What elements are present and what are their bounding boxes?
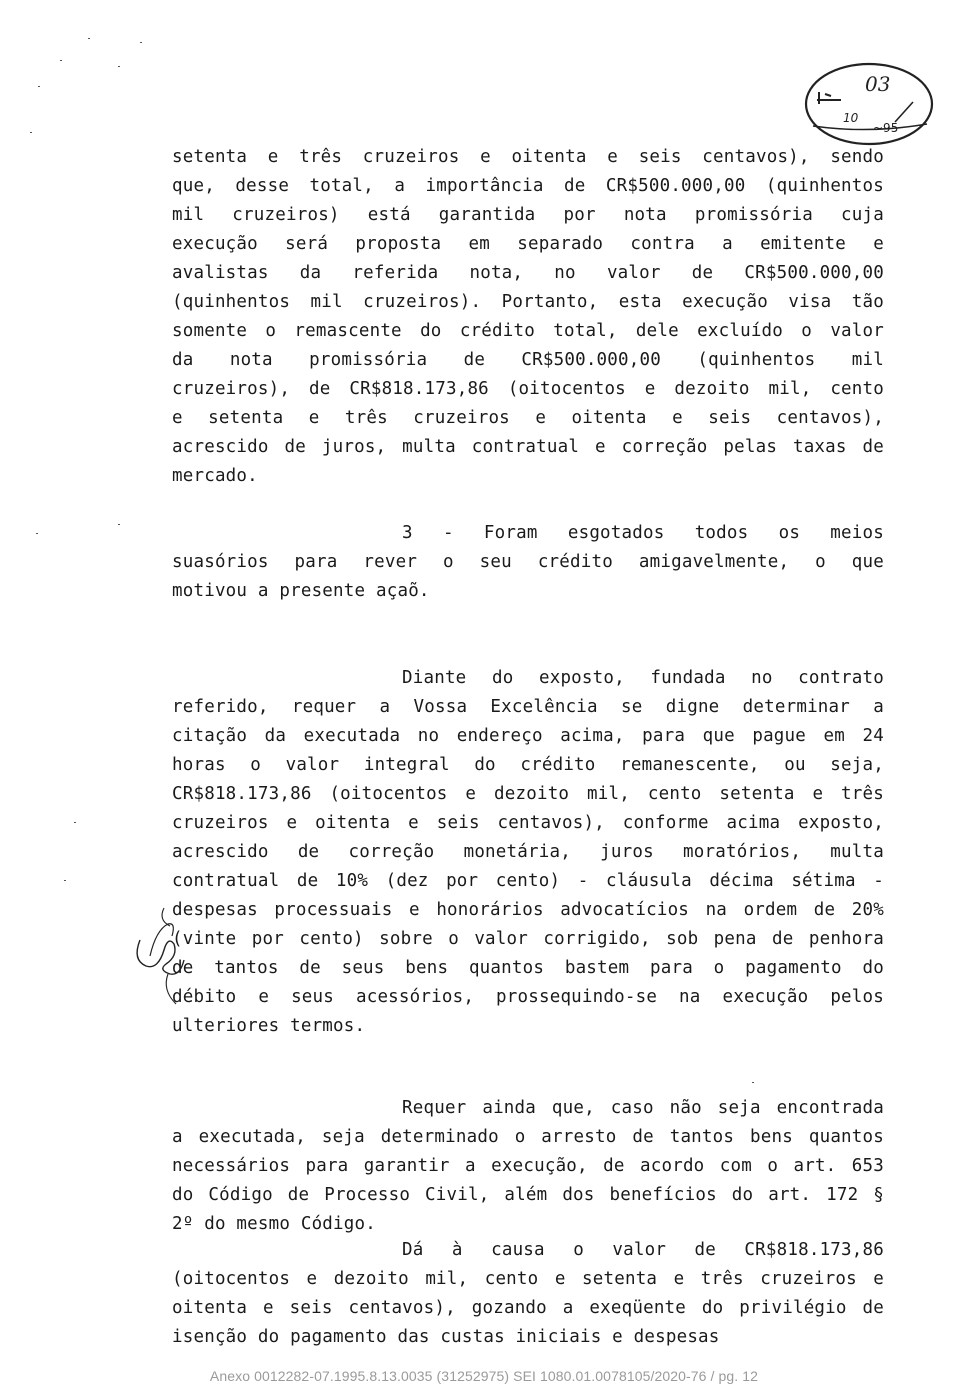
paragraph-1 xyxy=(172,143,884,491)
scan-speck xyxy=(36,533,38,534)
text-line: débito e seus acessórios, prossequindo-se na execução pelos xyxy=(172,987,884,1007)
text-line: motivou a presente açaõ. xyxy=(172,581,430,601)
text-line: Requer ainda que, caso não seja encontrada xyxy=(402,1098,884,1118)
signature-scribble-icon xyxy=(128,900,198,1010)
text-line: do Código de Processo Civil, além dos benefícios do art. 172 § xyxy=(172,1185,884,1205)
text-line: horas o valor integral do crédito remanescente, ou seja, xyxy=(172,755,884,775)
text-line: somente o remascente do crédito total, dele excluído o valor xyxy=(172,321,884,341)
text-line: que, desse total, a importância de CR$500.000,00 (quinhentos xyxy=(172,176,884,196)
text-line: ulteriores termos. xyxy=(172,1016,366,1036)
scan-speck xyxy=(30,132,32,133)
page-number-stamp xyxy=(803,60,935,148)
text-line: setenta e três cruzeiros e oitenta e seis centavos), sendo xyxy=(172,147,884,167)
text-line: suasórios para rever o seu crédito amigavelmente, o que xyxy=(172,552,884,572)
text-line: (vinte por cento) sobre o valor corrigido, sob pena de penhora xyxy=(172,929,884,949)
text-line: isenção do pagamento das custas iniciais e despesas xyxy=(172,1327,720,1347)
scan-speck xyxy=(74,822,76,823)
text-line: citação da executada no endereço acima, para que pague em 24 xyxy=(172,726,884,746)
text-line: (quinhentos mil cruzeiros). Portanto, esta execução visa tão xyxy=(172,292,884,312)
text-line: contratual de 10% (dez por cento) - cláusula décima sétima - xyxy=(172,871,884,891)
paragraph-3 xyxy=(172,664,884,1041)
paragraph-2 xyxy=(172,519,884,606)
scan-speck xyxy=(752,1082,754,1083)
page-footer: Anexo 0012282-07.1995.8.13.0035 (31252975) SEI 1080.01.0078105/2020-76 / pg. 12 xyxy=(209,1368,759,1384)
text-line: cruzeiros), de CR$818.173,86 (oitocentos e dezoito mil, cento xyxy=(172,379,884,399)
paragraph-5 xyxy=(172,1236,884,1352)
text-line: execução será proposta em separado contra a emitente e xyxy=(172,234,884,254)
scan-speck xyxy=(118,66,120,67)
scan-speck xyxy=(64,880,66,881)
scan-speck xyxy=(88,38,90,39)
text-line: Dá à causa o valor de CR$818.173,86 xyxy=(402,1240,884,1260)
text-line: 2º do mesmo Código. xyxy=(172,1214,376,1234)
text-line: Diante do exposto, fundada no contrato xyxy=(402,668,884,688)
text-line: a executada, seja determinado o arresto de tantos bens quantos xyxy=(172,1127,884,1147)
text-line: acrescido de juros, multa contratual e correção pelas taxas de xyxy=(172,437,884,457)
paragraph-4 xyxy=(172,1094,884,1239)
scan-speck xyxy=(38,86,40,87)
text-line: CR$818.173,86 (oitocentos e dezoito mil, cento setenta e três xyxy=(172,784,884,804)
text-line: (oitocentos e dezoito mil, cento e setenta e três cruzeiros e xyxy=(172,1269,884,1289)
text-line: avalistas da referida nota, no valor de CR$500.000,00 xyxy=(172,263,884,283)
text-line: despesas processuais e honorários advocatícios na ordem de 20% xyxy=(172,900,884,920)
text-line: oitenta e seis centavos), gozando a exeqüente do privilégio de xyxy=(172,1298,884,1318)
svg-text:~95: ~95 xyxy=(873,121,899,135)
svg-text:10: 10 xyxy=(843,111,859,125)
scan-speck xyxy=(60,60,62,61)
text-line: 3 - Foram esgotados todos os meios xyxy=(402,523,884,543)
text-line: mercado. xyxy=(172,466,258,486)
text-line: referido, requer a Vossa Excelência se digne determinar a xyxy=(172,697,884,717)
handwritten-initials xyxy=(128,900,198,1010)
text-line: e setenta e três cruzeiros e oitenta e seis centavos), xyxy=(172,408,884,428)
scan-speck xyxy=(140,42,142,43)
text-line: da nota promissória de CR$500.000,00 (quinhentos mil xyxy=(172,350,884,370)
stamp-number: 03 xyxy=(865,72,891,96)
scan-speck xyxy=(118,524,120,525)
text-line: necessários para garantir a execução, de acordo com o art. 653 xyxy=(172,1156,884,1176)
text-line: cruzeiros e oitenta e seis centavos), conforme acima exposto, xyxy=(172,813,884,833)
text-line: de tantos de seus bens quantos bastem para o pagamento do xyxy=(172,958,884,978)
text-line: acrescido de correção monetária, juros moratórios, multa xyxy=(172,842,884,862)
text-line: mil cruzeiros) está garantida por nota promissória cuja xyxy=(172,205,884,225)
